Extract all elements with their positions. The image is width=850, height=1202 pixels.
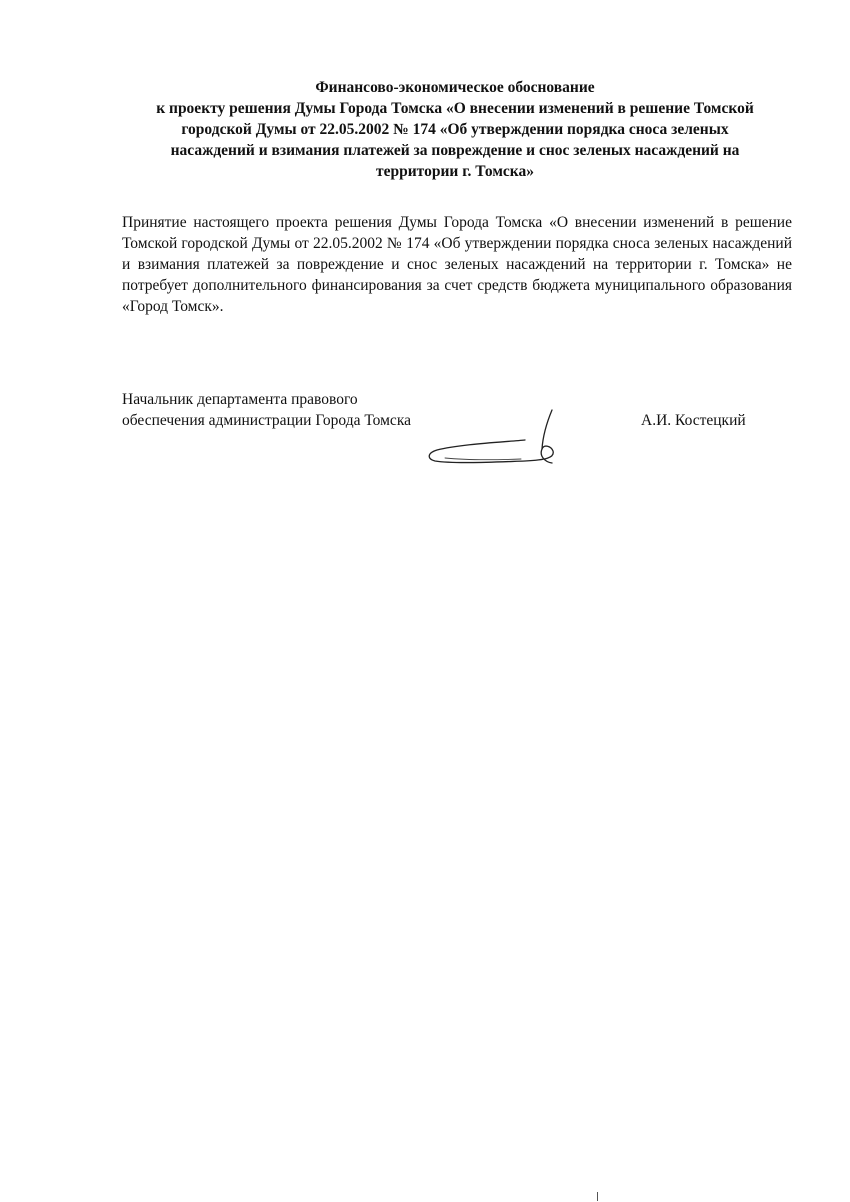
- document-title: [110, 77, 800, 182]
- signer-position: [122, 389, 411, 431]
- title-line-5: территории г. Томска»: [376, 163, 534, 180]
- scan-artifact-mark: [597, 1192, 598, 1201]
- signer-position-line-1: Начальник департамента правового: [122, 391, 358, 408]
- title-line-3: городской Думы от 22.05.2002 № 174 «Об утверждении порядка сноса зеленых: [181, 121, 729, 138]
- signer-position-line-2: обеспечения администрации Города Томска: [122, 412, 411, 429]
- signer-name: А.И. Костецкий: [641, 412, 746, 429]
- title-line-1: Финансово-экономическое обоснование: [315, 79, 595, 96]
- title-line-2: к проекту решения Думы Города Томска «О внесении изменений в решение Томской: [156, 100, 754, 117]
- title-line-4: насаждений и взимания платежей за повреждение и снос зеленых насаждений на: [170, 142, 740, 159]
- body-paragraph: Принятие настоящего проекта решения Думы Города Томска «О внесении изменений в решение Томской городской Думы от 22.05.2002 № 174 «Об утверждении порядка сноса зеленых насаждений и взимания платежей за повреждение и снос зеленых насаждений на территории г. Томска» не потребует дополнительного финансирования за счет средств бюджета муниципального образования «Город Томск».: [122, 214, 792, 315]
- handwritten-signature: [425, 406, 565, 470]
